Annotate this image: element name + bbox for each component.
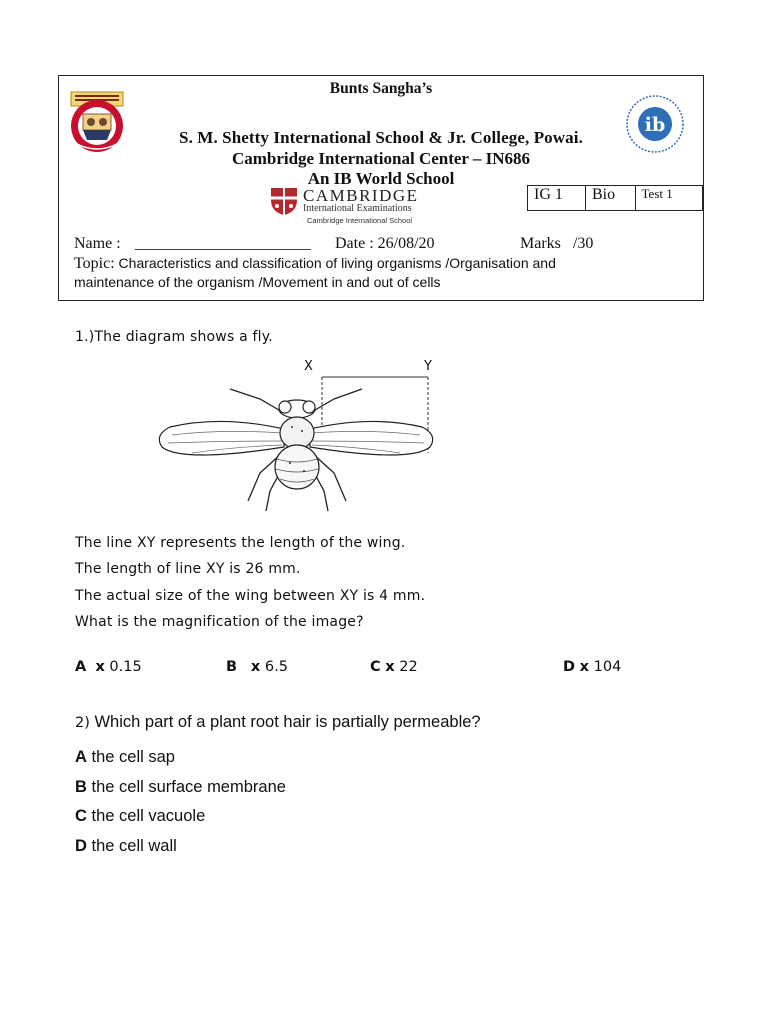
label-y: Y [424,359,432,374]
fly-diagram [152,355,442,515]
q1-option-a[interactable] [75,659,142,675]
q2-text: Which part of a plant root hair is partially permeable? [89,713,481,731]
q2-option-c[interactable] [75,807,205,826]
q1-intro: 1.)The diagram shows a fly. [75,329,273,345]
option-letter: D [75,837,87,855]
q2-question [75,712,481,732]
school-name: S. M. Shetty International School & Jr. College, Powai. [179,128,583,147]
q2-number: 2) [75,715,90,731]
option-letter: A [75,659,87,675]
option-letter: C [370,659,381,675]
option-text: the cell sap [86,748,175,766]
test-cell: Test 1 [635,186,702,211]
subject-cell: Bio [585,186,635,211]
q1-line-2: The length of line XY is 26 mm. [75,561,301,577]
org-name: Bunts Sangha’s [329,80,433,97]
q1-line-1: The line XY represents the length of the wing. [75,535,406,551]
cambridge-sub2: Cambridge International School [307,216,413,225]
topic-line-2: maintenance of the organism /Movement in and out of cells [74,274,441,290]
times-symbol: x [250,659,261,675]
q1-option-b[interactable] [226,659,288,675]
q1-line-3: The actual size of the wing between XY is 4 mm. [75,588,426,604]
label-x: X [304,359,313,374]
cambridge-logo [269,186,469,226]
option-letter: A [75,748,87,766]
class-cell: IG 1 [528,186,586,211]
option-text: the cell surface membrane [86,778,286,796]
marks-field: Marks /30 [520,235,594,252]
q1-option-d[interactable] [563,659,621,675]
option-value: 0.15 [109,659,142,675]
times-symbol: x [579,659,590,675]
cambridge-sub: International Examinations [303,203,412,214]
q2-option-d[interactable] [75,837,177,856]
ib-school-line: An IB World School [307,169,455,188]
name-label: Name : [74,235,121,252]
cambridge-shield-icon [269,186,299,216]
class-info-table [527,185,703,211]
q1-option-c[interactable] [370,659,418,675]
option-letter: C [75,807,87,825]
times-symbol: x [385,659,395,675]
header-box [58,75,704,301]
svg-text:ib: ib [644,114,666,136]
date-field: Date : 26/08/20 [335,235,435,252]
option-letter: D [563,659,576,675]
option-text: the cell vacuole [86,807,206,825]
option-value: 104 [593,659,622,675]
name-blank: ______________________ [135,235,311,252]
option-text: the cell wall [86,837,177,855]
topic-line-1: Characteristics and classification of living organisms /Organisation and [114,255,556,271]
cambridge-brand: CAMBRIDGE [303,186,419,205]
center-name: Cambridge International Center – IN686 [231,149,531,168]
q2-option-a[interactable] [75,748,175,767]
option-letter: B [226,659,238,675]
ib-world-school-logo [625,94,685,154]
q2-option-b[interactable] [75,778,286,797]
q1-line-4: What is the magnification of the image? [75,614,364,630]
times-symbol: x [95,659,105,675]
option-value: 22 [399,659,418,675]
option-letter: B [75,778,87,796]
topic-label: Topic: [74,255,115,272]
option-value: 6.5 [264,659,288,675]
